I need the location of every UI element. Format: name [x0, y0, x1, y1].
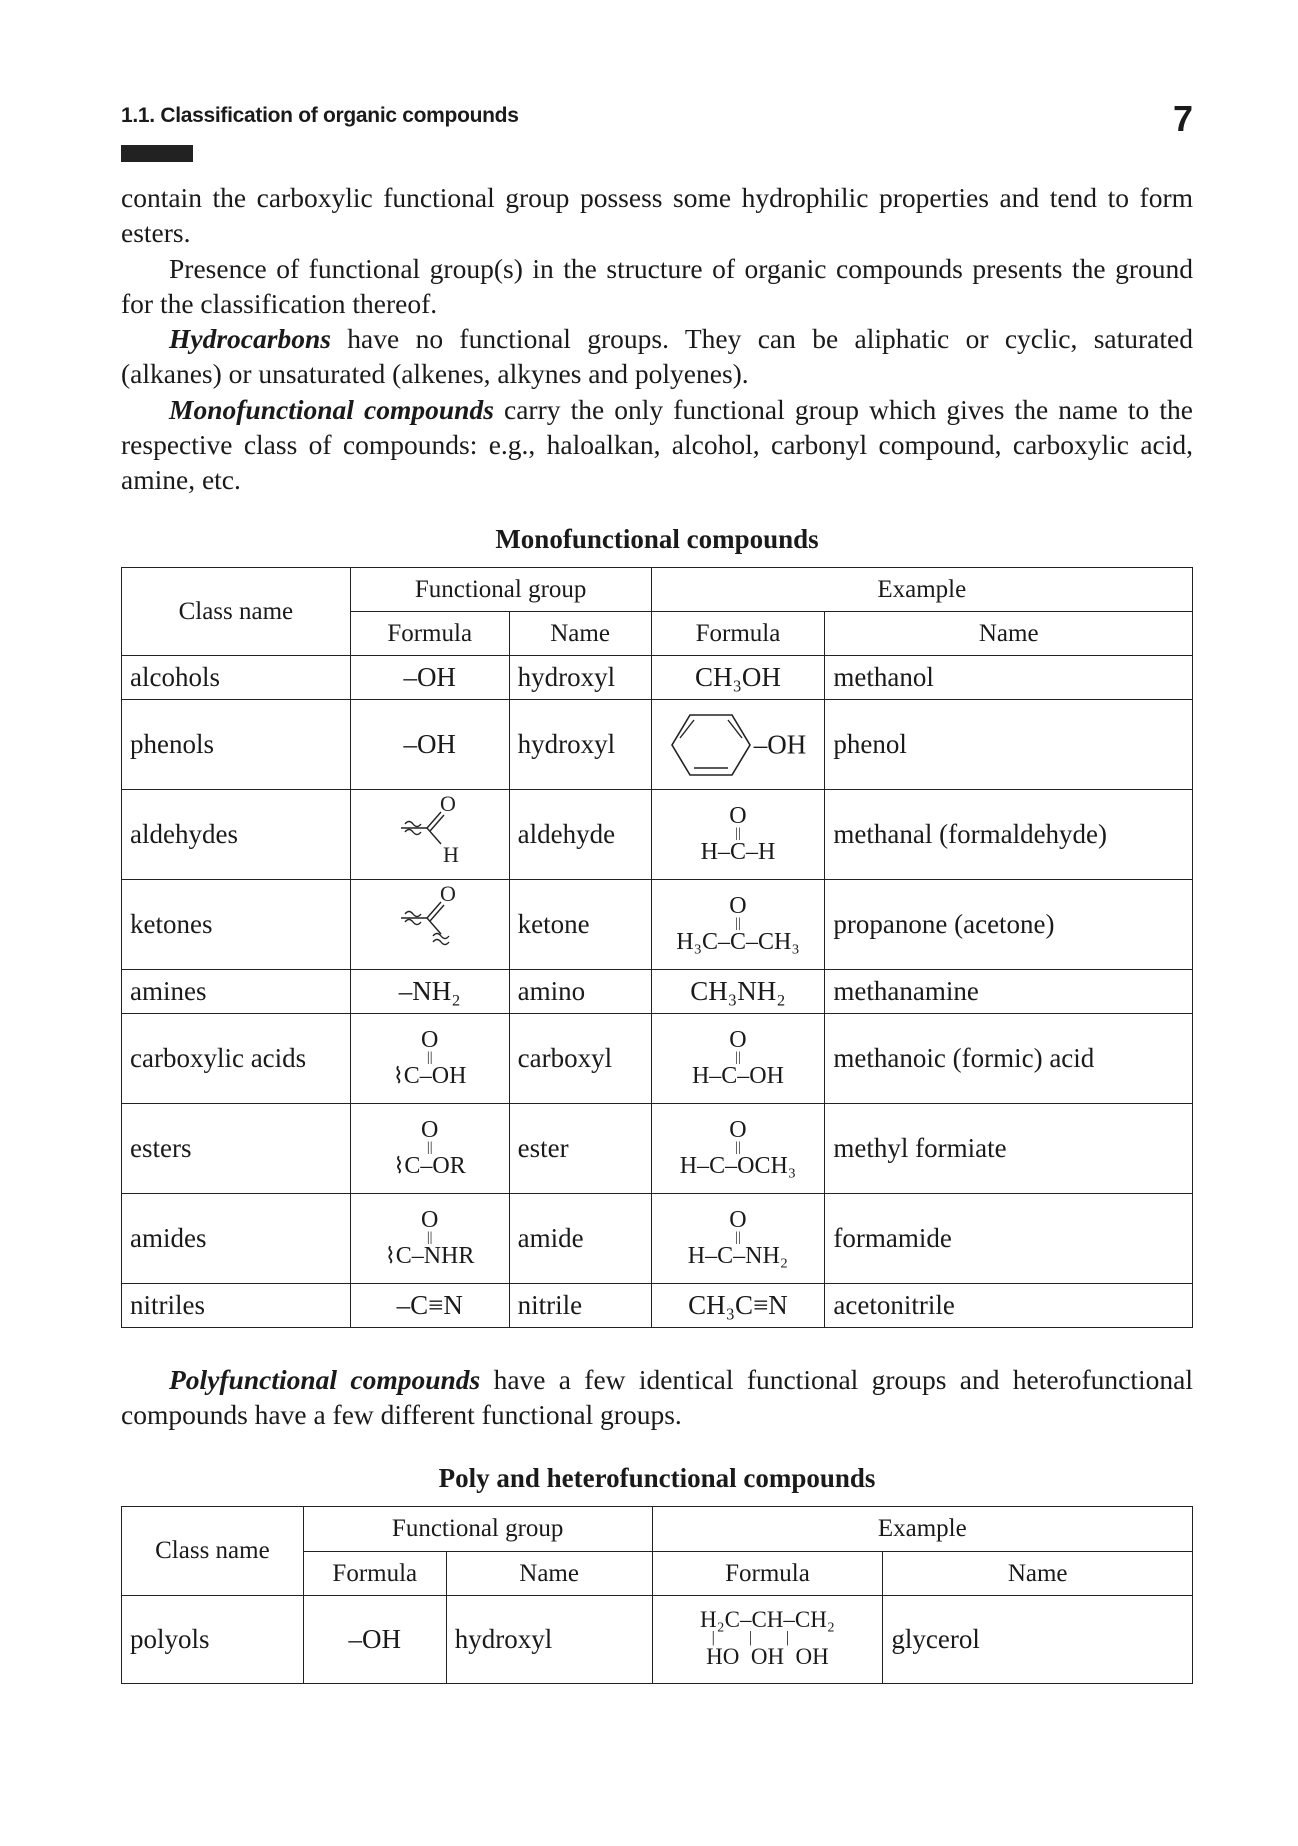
paragraph: Presence of functional group(s) in the structure of organic compounds presents the ground for the classification thereof. — [121, 252, 1193, 319]
header-example: Example — [652, 1507, 1192, 1552]
class-name: polyols — [122, 1596, 304, 1684]
class-name: amides — [122, 1194, 351, 1284]
polyfunctional-table — [121, 1506, 1193, 1684]
table-row — [122, 790, 1193, 880]
fg-formula-cell — [350, 880, 509, 970]
header-functional-group: Functional group — [350, 568, 651, 612]
table-row — [122, 880, 1193, 970]
class-name: esters — [122, 1104, 351, 1194]
fg-formula: –NH₂ — [350, 970, 509, 1014]
fg-formula-cell — [350, 790, 509, 880]
fg-name: aldehyde — [509, 790, 651, 880]
fg-name: hydroxyl — [509, 700, 651, 790]
header-name: Name — [446, 1552, 652, 1596]
class-name: aldehydes — [122, 790, 351, 880]
paragraph: Polyfunctional compounds have a few identical functional groups and heterofunctional compounds have a few different functional groups. — [121, 1364, 1193, 1431]
ex-name: methanamine — [825, 970, 1193, 1014]
table-row — [122, 700, 1193, 790]
paragraph: contain the carboxylic functional group possess some hydrophilic properties and tend to form esters. — [121, 182, 1193, 249]
ex-formula-cell: O || H–C–OCH₃ — [651, 1104, 825, 1194]
ex-formula-cell: H₂C–CH–CH₂ ||| HO OH OH — [652, 1596, 883, 1684]
wavy-bond-icon: ⌇ — [393, 1152, 405, 1178]
fg-name: nitrile — [509, 1284, 651, 1328]
ex-formula-cell: –OH — [651, 700, 825, 790]
ex-formula-cell: O || H–C–OH — [651, 1014, 825, 1104]
ex-name: methanol — [825, 656, 1193, 700]
fg-name: hydroxyl — [446, 1596, 652, 1684]
table-row — [122, 1104, 1193, 1194]
ex-name: propanone (acetone) — [825, 880, 1193, 970]
body-text — [121, 180, 1193, 498]
fg-formula-cell: O || ⌇C–OR — [350, 1104, 509, 1194]
monofunctional-table — [121, 567, 1193, 1328]
header-class-name: Class name — [122, 568, 351, 656]
header-name: Name — [825, 612, 1193, 656]
ex-name: methyl formiate — [825, 1104, 1193, 1194]
ex-formula-cell: O || H₃C–C–CH₃ — [651, 880, 825, 970]
table1-caption: Monofunctional compounds — [495, 524, 819, 554]
ex-name: phenol — [825, 700, 1193, 790]
header-example: Example — [651, 568, 1192, 612]
ex-name: methanoic (formic) acid — [825, 1014, 1193, 1104]
wavy-bond-icon: ⌇ — [392, 1062, 404, 1088]
body-text-2 — [121, 1362, 1193, 1433]
header-formula: Formula — [652, 1552, 883, 1596]
table2-caption: Poly and heterofunctional compounds — [438, 1463, 876, 1493]
fg-formula: –OH — [350, 700, 509, 790]
header-formula: Formula — [651, 612, 825, 656]
header-class-name: Class name — [122, 1507, 304, 1596]
fg-formula: –OH — [303, 1596, 446, 1684]
table-row — [122, 970, 1193, 1014]
table-row — [122, 656, 1193, 700]
aldehyde-group-icon — [395, 794, 465, 868]
svg-text:O: O — [439, 884, 456, 906]
term-polyfunctional: Polyfunctional compounds — [169, 1364, 481, 1395]
class-name: nitriles — [122, 1284, 351, 1328]
ex-name: formamide — [825, 1194, 1193, 1284]
ex-formula: CH₃C≡N — [651, 1284, 825, 1328]
ketone-group-icon — [395, 884, 465, 958]
fg-name: amide — [509, 1194, 651, 1284]
ex-formula: CH₃NH₂ — [651, 970, 825, 1014]
header-name: Name — [509, 612, 651, 656]
header-bar-decoration — [121, 145, 193, 162]
page-number: 7 — [1172, 98, 1193, 139]
header-functional-group: Functional group — [303, 1507, 652, 1552]
fg-name: carboxyl — [509, 1014, 651, 1104]
ex-name: glycerol — [883, 1596, 1193, 1684]
svg-text:H: H — [442, 842, 459, 867]
svg-text:O: O — [439, 794, 456, 816]
class-name: alcohols — [122, 656, 351, 700]
ex-formula-cell: O || H–C–NH₂ — [651, 1194, 825, 1284]
ex-formula: CH₃OH — [651, 656, 825, 700]
class-name: amines — [122, 970, 351, 1014]
header-formula: Formula — [303, 1552, 446, 1596]
ex-name: acetonitrile — [825, 1284, 1193, 1328]
wavy-bond-icon: ⌇ — [384, 1242, 396, 1268]
fg-name: ketone — [509, 880, 651, 970]
fg-formula: –OH — [350, 656, 509, 700]
paragraph: Hydrocarbons have no functional groups. They can be aliphatic or cyclic, saturated (alkanes) or unsaturated (alkenes, alkynes and polyenes). — [121, 323, 1193, 390]
term-hydrocarbons: Hydrocarbons — [169, 323, 331, 355]
fg-name: hydroxyl — [509, 656, 651, 700]
table-row — [122, 1284, 1193, 1328]
fg-name: ester — [509, 1104, 651, 1194]
fg-name: amino — [509, 970, 651, 1014]
fg-formula: –C≡N — [350, 1284, 509, 1328]
benzene-ring-icon — [670, 710, 754, 780]
table-row — [122, 1596, 1193, 1684]
class-name: carboxylic acids — [122, 1014, 351, 1104]
fg-formula-cell: O || ⌇C–OH — [350, 1014, 509, 1104]
ex-name: methanal (formaldehyde) — [825, 790, 1193, 880]
table-row — [122, 1194, 1193, 1284]
class-name: ketones — [122, 880, 351, 970]
term-monofunctional: Monofunctional compounds — [169, 393, 494, 425]
paragraph: Monofunctional compounds carry the only functional group which gives the name to the respective class of compounds: e.g., haloalkan, alcohol, carbonyl compound, carboxylic acid, amine, etc. — [121, 393, 1193, 496]
ex-formula-cell: O || H–C–H — [651, 790, 825, 880]
table-row — [122, 1014, 1193, 1104]
header-formula: Formula — [350, 612, 509, 656]
fg-formula-cell: O || ⌇C–NHR — [350, 1194, 509, 1284]
header-name: Name — [883, 1552, 1193, 1596]
running-head: 1.1. Classification of organic compounds — [121, 104, 519, 127]
class-name: phenols — [122, 700, 351, 790]
